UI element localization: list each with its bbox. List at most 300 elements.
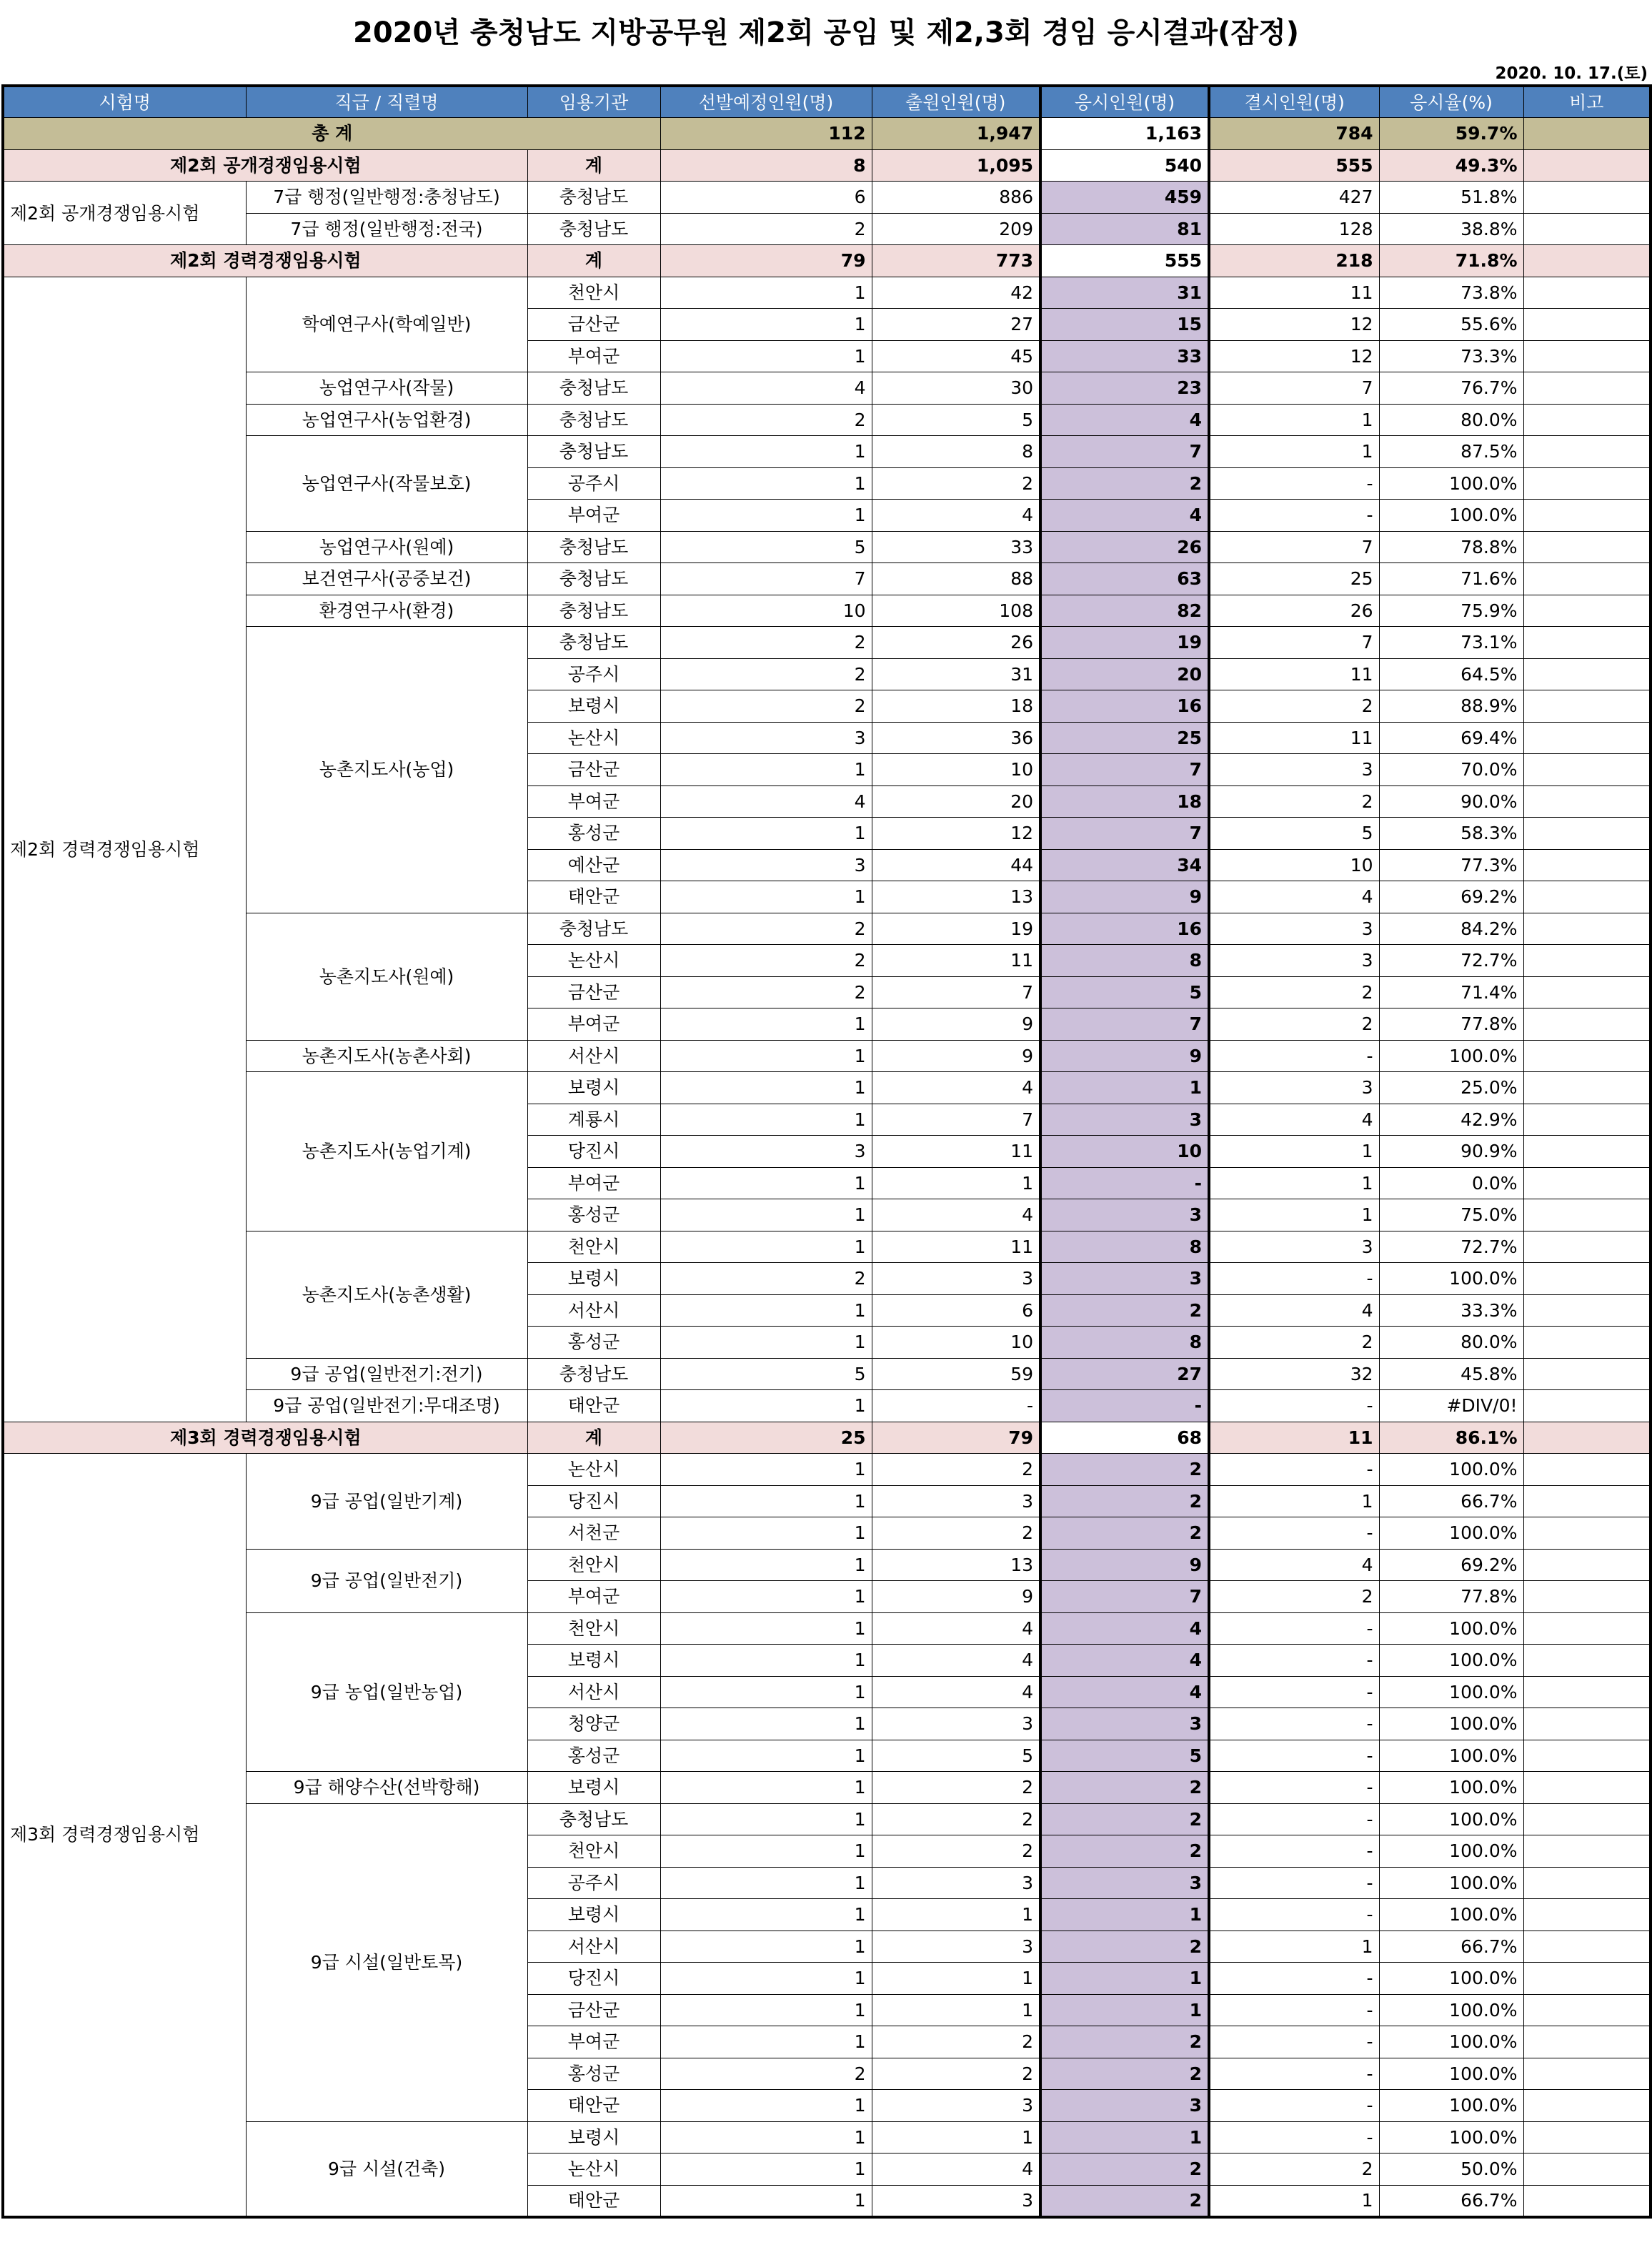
rate-cell: 73.3% [1379, 340, 1523, 372]
absent-cell: 4 [1209, 1104, 1379, 1136]
applied-cell: 5 [872, 404, 1040, 436]
agency-cell: 부여군 [527, 1167, 660, 1199]
note-cell [1523, 531, 1651, 563]
agency-cell: 충청남도 [527, 531, 660, 563]
rate-cell: 55.6% [1379, 309, 1523, 341]
planned-cell: 5 [660, 531, 872, 563]
exam-name-cell: 제3회 경력경쟁임용시험 [3, 1454, 246, 2217]
agency-cell: 부여군 [527, 1008, 660, 1041]
note-cell [1523, 2121, 1651, 2154]
table-row [3, 1390, 1651, 1422]
section-subtotal-note [1523, 1422, 1651, 1454]
rate-cell: 0.0% [1379, 1167, 1523, 1199]
applied-cell: 3 [872, 1485, 1040, 1517]
attended-cell: 2 [1040, 1772, 1209, 1804]
grand-total-rate: 59.7% [1379, 118, 1523, 150]
attended-cell: 2 [1040, 467, 1209, 500]
section-subtotal-note [1523, 245, 1651, 277]
grade-cell: 농업연구사(작물보호) [246, 436, 527, 532]
applied-cell: 3 [872, 1867, 1040, 1899]
applied-cell: 42 [872, 277, 1040, 309]
agency-cell: 보령시 [527, 2121, 660, 2154]
attended-cell: 15 [1040, 309, 1209, 341]
agency-cell: 서산시 [527, 1040, 660, 1072]
attended-cell: 23 [1040, 372, 1209, 405]
attended-cell: 2 [1040, 2185, 1209, 2217]
attended-cell: 20 [1040, 658, 1209, 690]
applied-cell: 9 [872, 1581, 1040, 1613]
rate-cell: 70.0% [1379, 754, 1523, 786]
agency-cell: 공주시 [527, 658, 660, 690]
grand-total-applied: 1,947 [872, 118, 1040, 150]
attended-cell: 9 [1040, 1549, 1209, 1581]
applied-cell: 13 [872, 1549, 1040, 1581]
rate-cell: 75.9% [1379, 595, 1523, 627]
col-header-grade: 직급 / 직렬명 [246, 86, 527, 118]
note-cell [1523, 500, 1651, 532]
attended-cell: 81 [1040, 213, 1209, 245]
planned-cell: 1 [660, 754, 872, 786]
grade-cell: 9급 공업(일반기계) [246, 1454, 527, 1550]
grade-cell: 7급 행정(일반행정:전국) [246, 213, 527, 245]
absent-cell: 12 [1209, 340, 1379, 372]
planned-cell: 1 [660, 1167, 872, 1199]
agency-cell: 홍성군 [527, 1740, 660, 1772]
table-row [3, 1454, 1651, 1486]
note-cell [1523, 309, 1651, 341]
section-name: 제2회 공개경쟁임용시험 [3, 149, 527, 182]
planned-cell: 1 [660, 1899, 872, 1931]
note-cell [1523, 1485, 1651, 1517]
agency-cell: 태안군 [527, 2185, 660, 2217]
planned-cell: 1 [660, 1072, 872, 1104]
applied-cell: 10 [872, 1327, 1040, 1359]
absent-cell: 11 [1209, 277, 1379, 309]
absent-cell: - [1209, 1612, 1379, 1645]
agency-cell: 충청남도 [527, 563, 660, 595]
agency-cell: 홍성군 [527, 1327, 660, 1359]
note-cell [1523, 754, 1651, 786]
attended-cell: 26 [1040, 531, 1209, 563]
attended-cell: 3 [1040, 1708, 1209, 1740]
rate-cell: 42.9% [1379, 1104, 1523, 1136]
absent-cell: 3 [1209, 754, 1379, 786]
absent-cell: 128 [1209, 213, 1379, 245]
grade-cell: 농업연구사(농업환경) [246, 404, 527, 436]
applied-cell: 27 [872, 309, 1040, 341]
agency-cell: 보령시 [527, 1072, 660, 1104]
absent-cell: 12 [1209, 309, 1379, 341]
absent-cell: 1 [1209, 1931, 1379, 1963]
absent-cell: - [1209, 2090, 1379, 2122]
note-cell [1523, 1963, 1651, 1995]
note-cell [1523, 436, 1651, 468]
agency-cell: 충청남도 [527, 182, 660, 214]
planned-cell: 1 [660, 2121, 872, 2154]
attended-cell: 7 [1040, 818, 1209, 850]
rate-cell: 100.0% [1379, 1867, 1523, 1899]
agency-cell: 홍성군 [527, 1199, 660, 1231]
col-header-planned: 선발예정인원(명) [660, 86, 872, 118]
attended-cell: 5 [1040, 976, 1209, 1008]
planned-cell: 2 [660, 213, 872, 245]
absent-cell: 2 [1209, 2154, 1379, 2186]
applied-cell: 11 [872, 1136, 1040, 1168]
applied-cell: 45 [872, 340, 1040, 372]
note-cell [1523, 1390, 1651, 1422]
attended-cell: 2 [1040, 1803, 1209, 1835]
grade-cell: 학예연구사(학예일반) [246, 277, 527, 372]
planned-cell: 1 [660, 1104, 872, 1136]
attended-cell: 34 [1040, 849, 1209, 881]
exam-name-cell: 제2회 공개경쟁임용시험 [3, 182, 246, 245]
planned-cell: 1 [660, 1008, 872, 1041]
applied-cell: 108 [872, 595, 1040, 627]
page-title: 2020년 충청남도 지방공무원 제2회 공임 및 제2,3회 경임 응시결과(잠정) [353, 16, 1299, 49]
note-cell [1523, 1645, 1651, 1677]
absent-cell: 3 [1209, 1072, 1379, 1104]
attended-cell: 2 [1040, 1485, 1209, 1517]
planned-cell: 1 [660, 1581, 872, 1613]
absent-cell: 32 [1209, 1358, 1379, 1390]
rate-cell: 80.0% [1379, 1327, 1523, 1359]
note-cell [1523, 1263, 1651, 1295]
section-subtotal-row [3, 245, 1651, 277]
grade-cell: 보건연구사(공중보건) [246, 563, 527, 595]
table-row [3, 277, 1651, 309]
planned-cell: 1 [660, 1676, 872, 1708]
applied-cell: 59 [872, 1358, 1040, 1390]
rate-cell: 100.0% [1379, 1740, 1523, 1772]
note-cell [1523, 1167, 1651, 1199]
applied-cell: 2 [872, 1454, 1040, 1486]
agency-cell: 서산시 [527, 1676, 660, 1708]
section-subtotal-rate: 71.8% [1379, 245, 1523, 277]
absent-cell: 4 [1209, 881, 1379, 913]
attended-cell: 2 [1040, 1294, 1209, 1327]
applied-cell: 11 [872, 945, 1040, 977]
table-row [3, 563, 1651, 595]
section-subtotal-attended: 555 [1040, 245, 1209, 277]
absent-cell: - [1209, 467, 1379, 500]
attended-cell: 16 [1040, 913, 1209, 945]
rate-cell: 88.9% [1379, 690, 1523, 723]
planned-cell: 3 [660, 849, 872, 881]
attended-cell: 7 [1040, 436, 1209, 468]
attended-cell: 9 [1040, 881, 1209, 913]
attended-cell: 4 [1040, 1645, 1209, 1677]
note-cell [1523, 1136, 1651, 1168]
section-subtotal-label: 계 [527, 149, 660, 182]
planned-cell: 10 [660, 595, 872, 627]
grand-total-absent: 784 [1209, 118, 1379, 150]
rate-cell: 73.8% [1379, 277, 1523, 309]
table-row [3, 213, 1651, 245]
note-cell [1523, 1294, 1651, 1327]
rate-cell: 71.4% [1379, 976, 1523, 1008]
applied-cell: 36 [872, 722, 1040, 754]
attended-cell: 3 [1040, 1263, 1209, 1295]
note-cell [1523, 627, 1651, 659]
note-cell [1523, 2185, 1651, 2217]
absent-cell: - [1209, 2026, 1379, 2058]
rate-cell: 100.0% [1379, 1772, 1523, 1804]
col-header-rate: 응시율(%) [1379, 86, 1523, 118]
note-cell [1523, 1867, 1651, 1899]
rate-cell: 100.0% [1379, 1612, 1523, 1645]
table-row [3, 627, 1651, 659]
rate-cell: 77.8% [1379, 1581, 1523, 1613]
rate-cell: 77.8% [1379, 1008, 1523, 1041]
section-subtotal-planned: 25 [660, 1422, 872, 1454]
rate-cell: 84.2% [1379, 913, 1523, 945]
planned-cell: 1 [660, 1740, 872, 1772]
attended-cell: 459 [1040, 182, 1209, 214]
rate-cell: 66.7% [1379, 2185, 1523, 2217]
planned-cell: 1 [660, 1612, 872, 1645]
table-row [3, 2121, 1651, 2154]
agency-cell: 당진시 [527, 1963, 660, 1995]
absent-cell: 1 [1209, 404, 1379, 436]
planned-cell: 1 [660, 1327, 872, 1359]
absent-cell: - [1209, 1899, 1379, 1931]
grade-cell: 7급 행정(일반행정:충청남도) [246, 182, 527, 214]
rate-cell: 100.0% [1379, 1963, 1523, 1995]
planned-cell: 1 [660, 1040, 872, 1072]
agency-cell: 보령시 [527, 1263, 660, 1295]
grade-cell: 9급 시설(일반토목) [246, 1803, 527, 2121]
planned-cell: 1 [660, 1231, 872, 1263]
agency-cell: 부여군 [527, 785, 660, 818]
note-cell [1523, 1104, 1651, 1136]
planned-cell: 1 [660, 2185, 872, 2217]
attended-cell: 4 [1040, 1676, 1209, 1708]
rate-cell: 100.0% [1379, 1835, 1523, 1868]
table-row [3, 404, 1651, 436]
rate-cell: 80.0% [1379, 404, 1523, 436]
planned-cell: 5 [660, 1358, 872, 1390]
attended-cell: - [1040, 1167, 1209, 1199]
agency-cell: 천안시 [527, 1231, 660, 1263]
absent-cell: 7 [1209, 372, 1379, 405]
note-cell [1523, 2090, 1651, 2122]
applied-cell: 18 [872, 690, 1040, 723]
grade-cell: 농촌지도사(농업) [246, 627, 527, 913]
section-subtotal-rate: 86.1% [1379, 1422, 1523, 1454]
applied-cell: 20 [872, 785, 1040, 818]
agency-cell: 청양군 [527, 1708, 660, 1740]
absent-cell: 4 [1209, 1549, 1379, 1581]
planned-cell: 1 [660, 2026, 872, 2058]
report-date: 2020. 10. 17.(토) [1495, 64, 1648, 83]
applied-cell: 3 [872, 1263, 1040, 1295]
note-cell [1523, 340, 1651, 372]
absent-cell: 2 [1209, 785, 1379, 818]
section-subtotal-applied: 79 [872, 1422, 1040, 1454]
rate-cell: 71.6% [1379, 563, 1523, 595]
absent-cell: - [1209, 1390, 1379, 1422]
note-cell [1523, 1803, 1651, 1835]
note-cell [1523, 467, 1651, 500]
planned-cell: 1 [660, 1454, 872, 1486]
rate-cell: 90.9% [1379, 1136, 1523, 1168]
planned-cell: 4 [660, 372, 872, 405]
planned-cell: 1 [660, 1485, 872, 1517]
note-cell [1523, 1549, 1651, 1581]
note-cell [1523, 404, 1651, 436]
applied-cell: 88 [872, 563, 1040, 595]
attended-cell: - [1040, 1390, 1209, 1422]
grade-cell: 9급 해양수산(선박항해) [246, 1772, 527, 1804]
applied-cell: 4 [872, 2154, 1040, 2186]
planned-cell: 1 [660, 1994, 872, 2026]
agency-cell: 충청남도 [527, 627, 660, 659]
agency-cell: 공주시 [527, 467, 660, 500]
attended-cell: 8 [1040, 1327, 1209, 1359]
attended-cell: 2 [1040, 1454, 1209, 1486]
agency-cell: 보령시 [527, 690, 660, 723]
applied-cell: 4 [872, 500, 1040, 532]
note-cell [1523, 849, 1651, 881]
attended-cell: 3 [1040, 1867, 1209, 1899]
absent-cell: 2 [1209, 1327, 1379, 1359]
grand-total-row [3, 118, 1651, 150]
planned-cell: 1 [660, 1549, 872, 1581]
note-cell [1523, 1835, 1651, 1868]
planned-cell: 3 [660, 722, 872, 754]
note-cell [1523, 1199, 1651, 1231]
attended-cell: 3 [1040, 2090, 1209, 2122]
applied-cell: 2 [872, 467, 1040, 500]
section-subtotal-planned: 8 [660, 149, 872, 182]
note-cell [1523, 372, 1651, 405]
absent-cell: - [1209, 1454, 1379, 1486]
grand-total-note [1523, 118, 1651, 150]
table-row [3, 913, 1651, 945]
agency-cell: 충청남도 [527, 372, 660, 405]
applied-cell: 31 [872, 658, 1040, 690]
rate-cell: 100.0% [1379, 1676, 1523, 1708]
agency-cell: 부여군 [527, 1581, 660, 1613]
attended-cell: 10 [1040, 1136, 1209, 1168]
note-cell [1523, 1040, 1651, 1072]
note-cell [1523, 2154, 1651, 2186]
grade-cell: 농촌지도사(농업기계) [246, 1072, 527, 1231]
grade-cell: 9급 농업(일반농업) [246, 1612, 527, 1772]
attended-cell: 4 [1040, 500, 1209, 532]
grand-total-attended: 1,163 [1040, 118, 1209, 150]
applied-cell: 2 [872, 1803, 1040, 1835]
grade-cell: 농업연구사(작물) [246, 372, 527, 405]
agency-cell: 논산시 [527, 1454, 660, 1486]
applied-cell: 4 [872, 1072, 1040, 1104]
agency-cell: 천안시 [527, 1549, 660, 1581]
planned-cell: 1 [660, 1708, 872, 1740]
table-row [3, 1040, 1651, 1072]
planned-cell: 1 [660, 1199, 872, 1231]
note-cell [1523, 1676, 1651, 1708]
section-subtotal-absent: 555 [1209, 149, 1379, 182]
rate-cell: 64.5% [1379, 658, 1523, 690]
attended-cell: 16 [1040, 690, 1209, 723]
absent-cell: - [1209, 1040, 1379, 1072]
attended-cell: 4 [1040, 1612, 1209, 1645]
applied-cell: 44 [872, 849, 1040, 881]
absent-cell: - [1209, 1263, 1379, 1295]
section-subtotal-row [3, 149, 1651, 182]
planned-cell: 1 [660, 2090, 872, 2122]
absent-cell: 25 [1209, 563, 1379, 595]
absent-cell: 2 [1209, 1581, 1379, 1613]
absent-cell: 1 [1209, 1199, 1379, 1231]
attended-cell: 8 [1040, 945, 1209, 977]
planned-cell: 1 [660, 340, 872, 372]
absent-cell: 11 [1209, 658, 1379, 690]
agency-cell: 충청남도 [527, 595, 660, 627]
table-row [3, 1549, 1651, 1581]
note-cell [1523, 1072, 1651, 1104]
absent-cell: 5 [1209, 818, 1379, 850]
attended-cell: 2 [1040, 2058, 1209, 2090]
rate-cell: 78.8% [1379, 531, 1523, 563]
rate-cell: 51.8% [1379, 182, 1523, 214]
note-cell [1523, 913, 1651, 945]
attended-cell: 9 [1040, 1040, 1209, 1072]
planned-cell: 3 [660, 1136, 872, 1168]
planned-cell: 1 [660, 1803, 872, 1835]
planned-cell: 1 [660, 277, 872, 309]
absent-cell: 1 [1209, 1136, 1379, 1168]
attended-cell: 1 [1040, 1963, 1209, 1995]
absent-cell: 1 [1209, 1167, 1379, 1199]
applied-cell: 4 [872, 1612, 1040, 1645]
grade-cell: 9급 시설(건축) [246, 2121, 527, 2217]
planned-cell: 1 [660, 1772, 872, 1804]
absent-cell: 7 [1209, 531, 1379, 563]
rate-cell: 25.0% [1379, 1072, 1523, 1104]
agency-cell: 서천군 [527, 1517, 660, 1550]
applied-cell: 13 [872, 881, 1040, 913]
applied-cell: 1 [872, 1167, 1040, 1199]
agency-cell: 충청남도 [527, 213, 660, 245]
rate-cell: 100.0% [1379, 1040, 1523, 1072]
attended-cell: 7 [1040, 754, 1209, 786]
rate-cell: 100.0% [1379, 1899, 1523, 1931]
rate-cell: 33.3% [1379, 1294, 1523, 1327]
absent-cell: - [1209, 1708, 1379, 1740]
rate-cell: 76.7% [1379, 372, 1523, 405]
agency-cell: 충청남도 [527, 404, 660, 436]
absent-cell: - [1209, 1740, 1379, 1772]
note-cell [1523, 818, 1651, 850]
section-subtotal-planned: 79 [660, 245, 872, 277]
table-row [3, 1231, 1651, 1263]
note-cell [1523, 182, 1651, 214]
rate-cell: 100.0% [1379, 1994, 1523, 2026]
absent-cell: - [1209, 1676, 1379, 1708]
applied-cell: 9 [872, 1008, 1040, 1041]
table-row [3, 182, 1651, 214]
agency-cell: 충청남도 [527, 1803, 660, 1835]
planned-cell: 1 [660, 1867, 872, 1899]
rate-cell: 100.0% [1379, 1517, 1523, 1550]
planned-cell: 1 [660, 1835, 872, 1868]
grand-total-label: 총 계 [3, 118, 660, 150]
rate-cell: 90.0% [1379, 785, 1523, 818]
agency-cell: 공주시 [527, 1867, 660, 1899]
absent-cell: 2 [1209, 690, 1379, 723]
rate-cell: 45.8% [1379, 1358, 1523, 1390]
